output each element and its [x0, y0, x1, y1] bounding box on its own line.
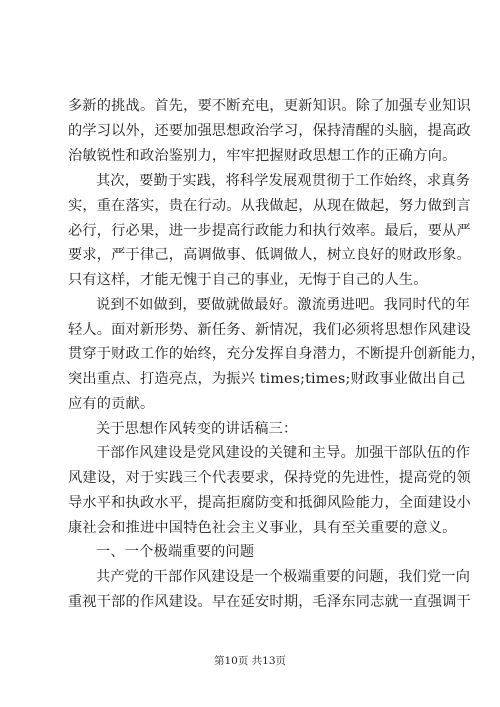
text-line: 突出重点、打造亮点，为振兴 times;times;财政事业做出自己: [68, 371, 466, 387]
text-line: 实，重在落实，贵在行动。从我做起，从现在做起，努力做到言: [68, 198, 471, 214]
page-footer: 第10页 共13页: [213, 655, 287, 667]
text-line: 要求，严于律己，高调做事、低调做人，树立良好的财政形象。: [68, 247, 471, 263]
paragraph-start-line: 说到不如做到，要做就做最好。激流勇进吧。我同时代的年: [96, 297, 471, 313]
text-line: 必行，行必果，进一步提高行政能力和执行效率。最后，要从严: [68, 223, 471, 239]
text-line: 导水平和执政水平，提高拒腐防变和抵御风险能力，全面建设小: [68, 495, 471, 511]
text-line: 多新的挑战。首先，要不断充电，更新知识。除了加强专业知识: [68, 98, 471, 114]
text-line: 贯穿于财政工作的始终，充分发挥自身潜力，不断提升创新能力，: [68, 346, 486, 362]
text-line: 轻人。面对新形势、新任务、新情况，我们必须将思想作风建设: [68, 322, 471, 338]
paragraph-start-line: 其次，要勤于实践，将科学发展观贯彻于工作始终，求真务: [96, 173, 471, 189]
text-line: 治敏锐性和政治鉴别力，牢牢把握财政思想工作的正确方向。: [68, 148, 457, 164]
text-line: 康社会和推进中国特色社会主义事业，具有至关重要的意义。: [68, 520, 457, 536]
text-line: 风建设，对于实践三个代表要求，保持党的先进性，提高党的领: [68, 470, 471, 486]
text-line: 重视干部的作风建设。早在延安时期，毛泽东同志就一直强调干: [68, 594, 471, 610]
text-line: 只有这样，才能无愧于自己的事业，无悔于自己的人生。: [68, 272, 428, 288]
text-line: 应有的贡献。: [68, 396, 155, 412]
section-heading: 关于思想作风转变的讲话稿三：: [96, 421, 298, 437]
paragraph-start-line: 共产党的干部作风建设是一个极端重要的问题，我们党一向: [96, 569, 471, 585]
paragraph-start-line: 干部作风建设是党风建设的关键和主导。加强干部队伍的作: [96, 445, 471, 461]
text-line: 的学习以外，还要加强思想政治学习，保持清醒的头脑，提高政: [68, 123, 471, 139]
subsection-heading: 一、一个极端重要的问题: [96, 544, 255, 560]
